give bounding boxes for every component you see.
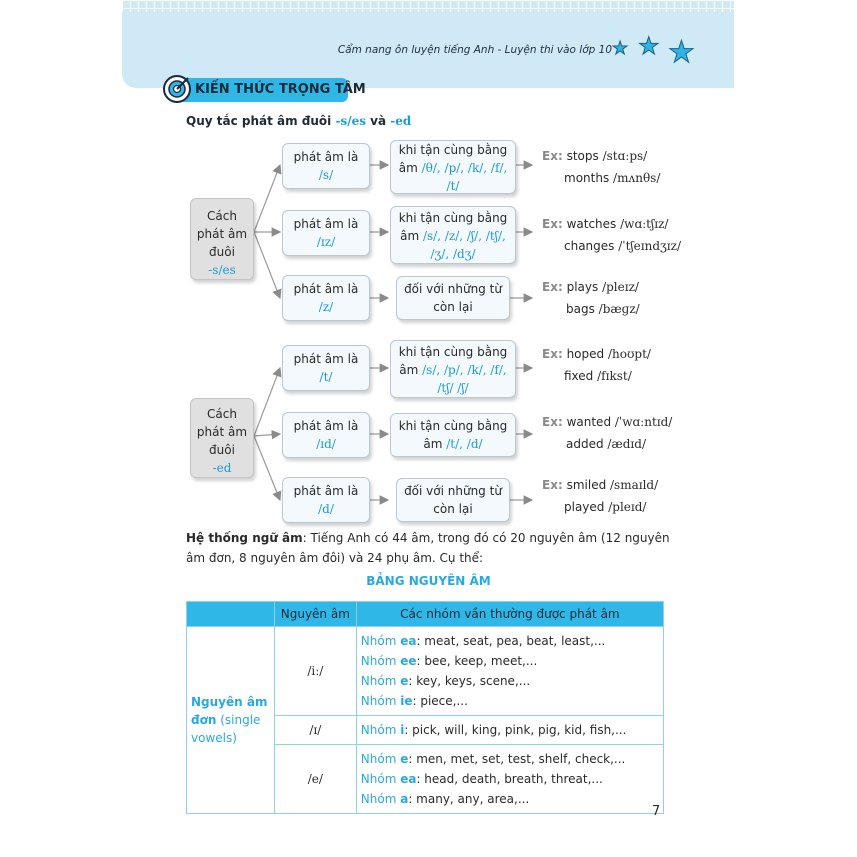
example-line: fixed /fɪkst/ <box>564 369 632 383</box>
section-title: KIẾN THỨC TRỌNG TÂM <box>195 82 366 97</box>
root-suffix: -s/es <box>208 263 236 277</box>
condition-line: còn lại <box>433 300 473 314</box>
vowel-groups-cell <box>356 716 663 745</box>
table-row <box>187 627 664 716</box>
condition-line: /ʒ/, /dʒ/ <box>430 247 476 261</box>
table-header-cell <box>187 602 275 627</box>
pronunciation-box <box>282 345 370 391</box>
pronunciation-box <box>282 477 370 523</box>
pronunciation-box <box>282 143 370 189</box>
example-line: changes /ˈtʃeɪndʒɪz/ <box>564 239 681 253</box>
subtitle-suffix-s: -s/es <box>335 114 366 128</box>
root-label-line: đuôi <box>209 443 235 457</box>
pron-ipa: /s/ <box>318 168 334 182</box>
page-number: 7 <box>652 804 661 819</box>
condition-box <box>390 206 516 264</box>
pron-ipa: /z/ <box>318 300 334 314</box>
group-line: Nhóm ie: piece,... <box>360 694 468 708</box>
group-line: Nhóm e: men, met, set, test, shelf, check,... <box>360 752 626 766</box>
group-line: Nhóm ea: head, death, breath, threat,... <box>360 772 603 786</box>
condition-box <box>396 478 510 522</box>
condition-box <box>390 140 516 194</box>
vowel-groups-cell <box>356 745 663 814</box>
star-icon: ★ <box>668 35 695 70</box>
subtitle-text: Quy tắc phát âm đuôi <box>186 114 336 128</box>
vowel-symbol-cell: /ɪ/ <box>274 716 356 745</box>
paragraph-text: : Tiếng Anh có 44 âm, trong đó có 20 nguyên âm (12 nguyên âm đơn, 8 nguyên âm đôi) và 24 phụ âm. Cụ thể: <box>186 531 670 565</box>
root-suffix: -ed <box>212 461 232 475</box>
subtitle-suffix-ed: -ed <box>390 114 412 128</box>
pronunciation-box <box>282 412 370 458</box>
condition-line: khi tận cùng bằng <box>398 211 508 225</box>
pron-label: phát âm là <box>293 419 359 433</box>
example-line: Ex: stops /stɑːps/ <box>542 149 648 163</box>
example-line: Ex: plays /pleɪz/ <box>542 280 639 294</box>
example-line: Ex: hoped /hoʊpt/ <box>542 347 651 361</box>
table-title: BẢNG NGUYÊN ÂM <box>366 574 491 588</box>
table-header-cell: Các nhóm vần thường được phát âm <box>356 602 663 627</box>
pron-ipa: /ɪd/ <box>316 437 336 451</box>
pron-label: phát âm là <box>293 352 359 366</box>
vowel-category-cell: Nguyên âm đơn (single vowels) <box>187 627 275 814</box>
group-line: Nhóm ee: bee, keep, meet,... <box>360 654 538 668</box>
star-icon: ★ <box>612 38 629 59</box>
star-icon: ★ <box>638 32 660 60</box>
condition-line: /t/ <box>446 179 460 193</box>
condition-line: khi tận cùng bằng <box>398 345 508 359</box>
condition-line: còn lại <box>433 502 473 516</box>
example-line: added /ædɪd/ <box>566 437 646 451</box>
pron-label: phát âm là <box>293 282 359 296</box>
pron-label: phát âm là <box>293 150 359 164</box>
example-line: Ex: watches /wɑːtʃɪz/ <box>542 217 669 231</box>
pron-label: phát âm là <box>293 484 359 498</box>
vowel-symbol-cell: /iː/ <box>274 627 356 716</box>
root-label-line: Cách <box>207 407 237 421</box>
paragraph-bold-lead: Hệ thống ngữ âm <box>186 531 303 545</box>
pron-ipa: /ɪz/ <box>316 235 336 249</box>
vowel-symbol-cell: /e/ <box>274 745 356 814</box>
condition-line: âm /s/, /z/, /ʃ/, /tʃ/, <box>400 229 506 243</box>
example-line: bags /bæɡz/ <box>566 302 640 316</box>
group-line: Nhóm ea: meat, seat, pea, beat, least,... <box>360 634 606 648</box>
root-label-line: phát âm <box>196 425 248 439</box>
condition-line: âm /t/, /d/ <box>423 437 483 451</box>
pronunciation-box <box>282 210 370 256</box>
condition-line: âm /θ/, /p/, /k/, /f/, <box>398 161 508 175</box>
example-line: played /pleɪd/ <box>564 500 647 514</box>
root-box-ed <box>190 398 254 478</box>
pron-label: phát âm là <box>293 217 359 231</box>
condition-line: đối với những từ <box>404 282 502 296</box>
condition-box <box>390 340 516 398</box>
table-header-row <box>187 602 664 627</box>
table-header-cell: Nguyên âm <box>274 602 356 627</box>
group-line: Nhóm i: pick, will, king, pink, pig, kid, fish,... <box>360 723 627 737</box>
condition-line: /tʃ/ /ʃ/ <box>437 381 469 395</box>
example-line: Ex: smiled /smaɪld/ <box>542 478 659 492</box>
root-label-line: Cách <box>207 209 237 223</box>
group-line: Nhóm e: key, keys, scene,... <box>360 674 531 688</box>
group-line: Nhóm a: many, any, area,... <box>360 792 530 806</box>
example-line: Ex: wanted /ˈwɑːntɪd/ <box>542 415 673 429</box>
running-title: Cẩm nang ôn luyện tiếng Anh - Luyện thi vào lớp 10 <box>337 44 612 56</box>
root-label-line: phát âm <box>196 227 248 241</box>
root-label-line: đuôi <box>209 245 235 259</box>
condition-box <box>396 276 510 320</box>
condition-line: khi tận cùng bằng <box>398 143 508 157</box>
root-box-s-es <box>190 198 254 280</box>
pron-ipa: /t/ <box>319 370 333 384</box>
condition-box <box>390 413 516 457</box>
vowel-table <box>186 601 664 814</box>
condition-line: đối với những từ <box>404 484 502 498</box>
condition-line: âm /s/, /p/, /k/, /f/, <box>399 363 507 377</box>
condition-line: khi tận cùng bằng <box>398 419 508 433</box>
vowel-groups-cell <box>356 627 663 716</box>
subtitle-conjunction: và <box>365 114 391 128</box>
pronunciation-box <box>282 275 370 321</box>
example-line: months /mʌnθs/ <box>564 171 661 185</box>
phonetics-intro-paragraph <box>186 528 676 568</box>
pron-ipa: /d/ <box>318 502 334 516</box>
